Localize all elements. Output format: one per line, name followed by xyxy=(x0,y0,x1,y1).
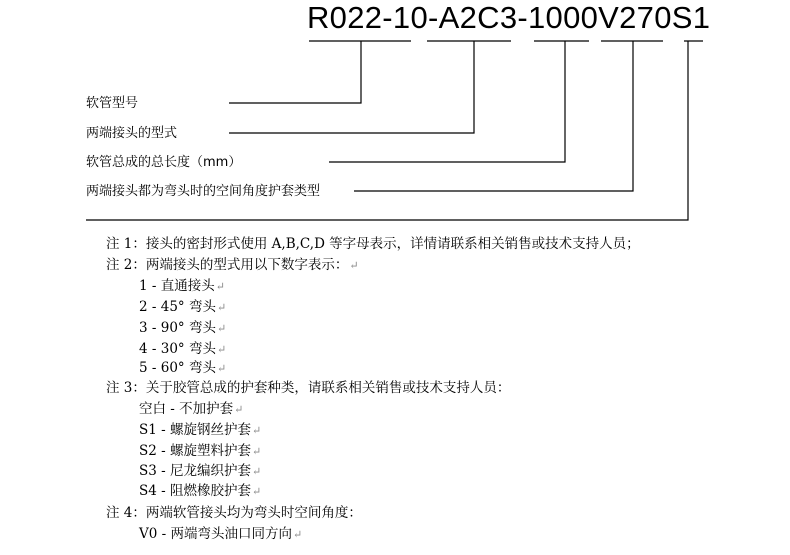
legend-label: 两端接头都为弯头时的空间角度护套类型 xyxy=(86,184,321,199)
list-item: 2 - 45° 弯头↵ xyxy=(139,299,227,315)
leader-line xyxy=(229,41,361,103)
leader-line xyxy=(354,41,633,191)
return-mark: ↵ xyxy=(216,343,227,356)
list-item: S2 - 螺旋塑料护套↵ xyxy=(139,443,262,459)
list-item: 空白 - 不加护套↵ xyxy=(139,401,244,417)
list-item: 5 - 60° 弯头↵ xyxy=(139,360,227,376)
return-mark: ↵ xyxy=(251,465,262,478)
list-item: S1 - 螺旋钢丝护套↵ xyxy=(139,422,262,438)
legend-label: 软管总成的总长度（mm） xyxy=(86,155,242,170)
return-mark: ↵ xyxy=(349,259,359,272)
list-item: S4 - 阻燃橡胶护套↵ xyxy=(139,483,262,499)
note-2: 注 2：两端接头的型式用以下数字表示：↵ xyxy=(106,257,359,273)
list-item: 3 - 90° 弯头↵ xyxy=(139,320,227,336)
leader-line xyxy=(229,41,474,133)
legend-label: 软管型号 xyxy=(86,96,139,111)
list-item: 1 - 直通接头↵ xyxy=(139,278,225,294)
note-1: 注 1：接头的密封形式使用 A,B,C,D 等字母表示，详情请联系相关销售或技术支持人员； xyxy=(106,236,640,252)
note-4: 注 4：两端软管接头均为弯头时空间角度： xyxy=(106,505,362,521)
return-mark: ↵ xyxy=(215,280,225,293)
list-item: 4 - 30° 弯头↵ xyxy=(139,341,227,357)
leader-line xyxy=(329,41,565,162)
return-mark: ↵ xyxy=(251,424,262,437)
list-item: V0 - 两端弯头油口同方向↵ xyxy=(139,526,303,542)
return-mark: ↵ xyxy=(251,485,262,498)
return-mark: ↵ xyxy=(234,403,244,416)
list-item: S3 - 尼龙编织护套↵ xyxy=(139,463,262,479)
return-mark: ↵ xyxy=(216,362,227,375)
return-mark: ↵ xyxy=(292,528,303,541)
legend-label: 两端接头的型式 xyxy=(86,126,178,141)
return-mark: ↵ xyxy=(216,301,227,314)
note-3: 注 3：关于胶管总成的护套种类，请联系相关销售或技术支持人员： xyxy=(106,380,511,396)
model-code: R022-10-A2C3-1000V270S1 xyxy=(307,0,711,35)
return-mark: ↵ xyxy=(251,445,262,458)
return-mark: ↵ xyxy=(216,322,227,335)
